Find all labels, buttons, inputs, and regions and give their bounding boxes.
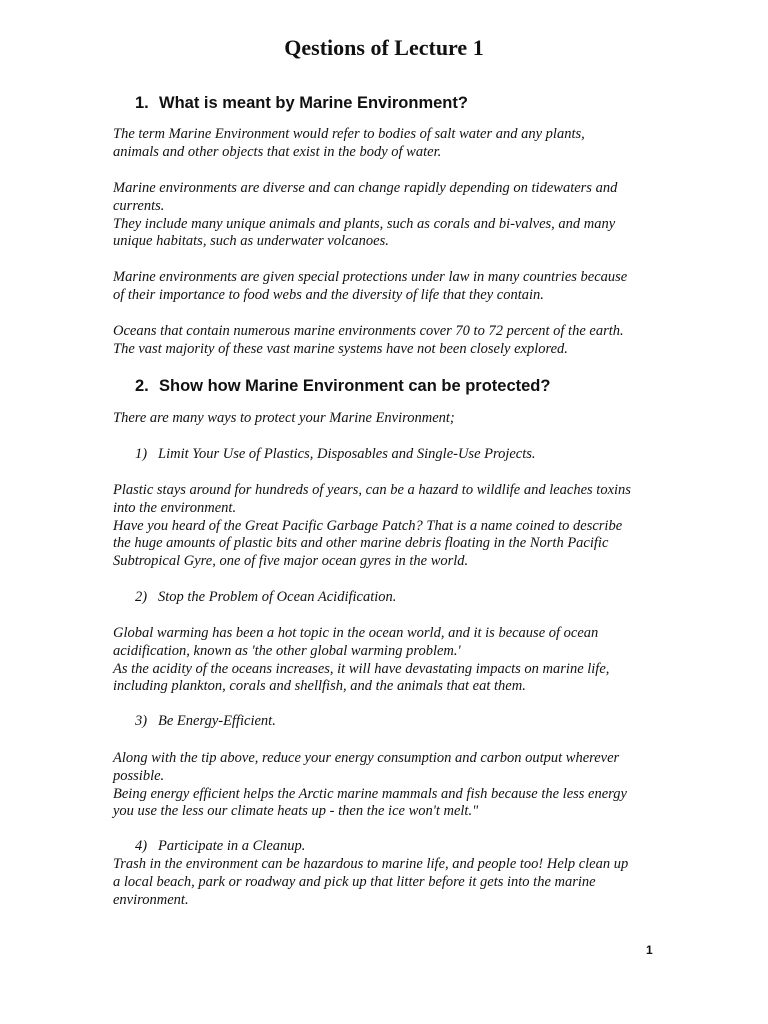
question-1-number: 1. — [135, 94, 149, 112]
list-item-3-body: Along with the tip above, reduce your energy consumption and carbon output wherever possible. Being energy efficient helps the Arctic marine mammals and fish because the less energy you use the less our climate heats up - then the ice won't melt." — [113, 750, 627, 820]
question-1-heading — [135, 93, 695, 113]
list-item-3-title — [135, 713, 675, 731]
list-item-4-number: 4) — [135, 838, 148, 854]
page-number: 1 — [646, 943, 653, 957]
list-item-2-number: 2) — [135, 589, 148, 605]
list-item-1-body: Plastic stays around for hundreds of years, can be a hazard to wildlife and leaches toxins into the environment. Have you heard of the Great Pacific Garbage Patch? That is a name coined to describe the huge amounts of plastic bits and other marine debris floating in the North Pacific Subtropical Gyre, one of five major ocean gyres in the world. — [113, 482, 631, 570]
list-item-1-title — [135, 446, 675, 464]
list-item-1-number: 1) — [135, 446, 148, 462]
q1-paragraph-1: The term Marine Environment would refer to bodies of salt water and any plants, animals and other objects that exist in the body of water. — [113, 126, 585, 160]
list-item-2-title — [135, 589, 675, 607]
document-title: Qestions of Lecture 1 — [284, 35, 484, 60]
list-item-1-text: Limit Your Use of Plastics, Disposables and Single-Use Projects. — [158, 446, 536, 462]
list-item-3-text: Be Energy-Efficient. — [158, 713, 276, 729]
list-item-3-number: 3) — [135, 713, 148, 729]
question-1-text: What is meant by Marine Environment? — [159, 94, 468, 112]
question-2-heading — [135, 376, 695, 396]
question-2-number: 2. — [135, 377, 149, 395]
list-item-4-body: Trash in the environment can be hazardous to marine life, and people too! Help clean up a local beach, park or roadway and pick up that litter before it gets into the marine environment. — [113, 856, 629, 908]
list-item-2-body: Global warming has been a hot topic in the ocean world, and it is because of ocean acidification, known as 'the other global warming problem.' As the acidity of the oceans increases, it will have devastating impacts on marine life, including plankton, corals and shellfish, and the animals that eat them. — [113, 625, 610, 695]
question-2-text: Show how Marine Environment can be protected? — [159, 377, 551, 395]
q1-paragraph-2: Marine environments are diverse and can change rapidly depending on tidewaters and currents. They include many unique animals and plants, such as corals and bi-valves, and many unique habitats, such as underwater volcanoes. — [113, 180, 618, 250]
q1-paragraph-4: Oceans that contain numerous marine environments cover 70 to 72 percent of the earth. The vast majority of these vast marine systems have not been closely explored. — [113, 323, 624, 357]
list-item-4-title — [135, 838, 675, 856]
q1-paragraph-3: Marine environments are given special protections under law in many countries because of their importance to food webs and the diversity of life that they contain. — [113, 269, 628, 303]
q2-intro: There are many ways to protect your Marine Environment; — [113, 410, 455, 426]
list-item-4-text: Participate in a Cleanup. — [158, 838, 306, 854]
list-item-2-text: Stop the Problem of Ocean Acidification. — [158, 589, 397, 605]
